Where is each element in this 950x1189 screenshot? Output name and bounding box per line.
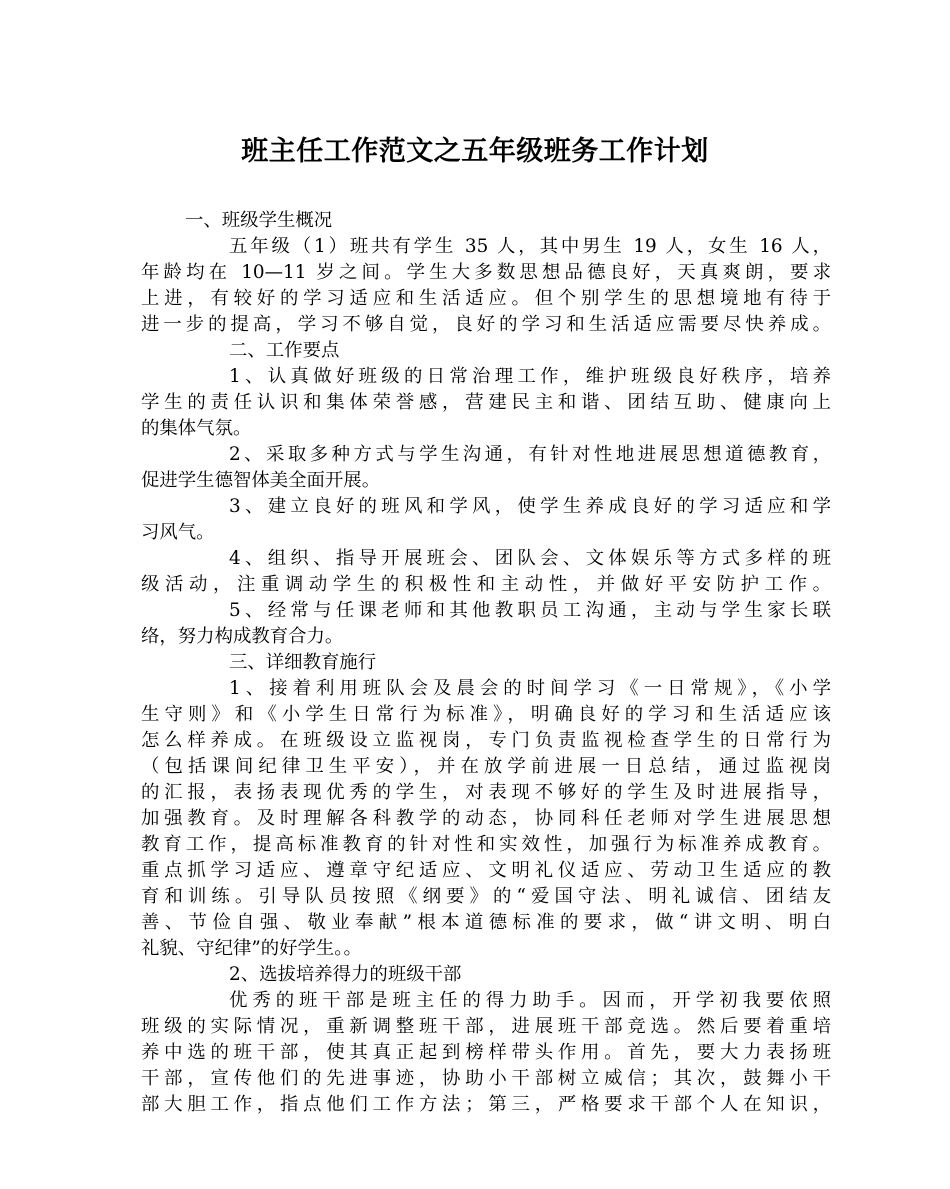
paragraph-line: 1、认真做好班级的日常治理工作，维护班级良好秩序，培养 <box>229 366 831 387</box>
paragraph-line: 5、经常与任课老师和其他教职员工沟通，主动与学生家长联 <box>229 600 831 621</box>
paragraph-line: 育和训练。引导队员按照《纲要》的“爱国守法、明礼诚信、团结友 <box>141 886 831 907</box>
paragraph-line: 2、采取多种方式与学生沟通，有针对性地进展思想道德教育， <box>229 444 831 465</box>
paragraph-line: 加强教育。及时理解各科教学的动态，协同科任老师对学生进展思想 <box>141 808 831 829</box>
paragraph-line: 礼貌、守纪律”的好学生。。 <box>141 938 362 959</box>
paragraph-line: 重点抓学习适应、遵章守纪适应、文明礼仪适应、劳动卫生适应的教 <box>141 860 831 881</box>
paragraph-line: 五年级（1）班共有学生 35 人，其中男生 19 人，女生 16 人， <box>229 236 831 257</box>
paragraph-line: 年龄均在 10—11 岁之间。学生大多数思想品德良好，天真爽朗，要求 <box>141 262 831 283</box>
paragraph-line: 促进学生德智体美全面开展。 <box>141 470 381 491</box>
paragraph-line: 1、接着利用班队会及晨会的时间学习《一日常规》，《小学 <box>229 678 831 699</box>
paragraph-line: 养中选的班干部，使其真正起到榜样带头作用。首先，要大力表扬班 <box>141 1042 831 1063</box>
paragraph-line: 络，努力构成教育合力。 <box>141 626 344 647</box>
section-heading: 一、班级学生概况 <box>185 210 333 231</box>
paragraph-line: 的汇报，表扬表现优秀的学生，对表现不够好的学生及时进展指导， <box>141 782 831 803</box>
paragraph-line: 干部，宣传他们的先进事迹，协助小干部树立威信；其次，鼓舞小干 <box>141 1068 831 1089</box>
paragraph-line: 班级的实际情况，重新调整班干部，进展班干部竞选。然后要着重培 <box>141 1016 831 1037</box>
paragraph-line: 生守则》和《小学生日常行为标准》，明确良好的学习和生活适应该 <box>141 704 831 725</box>
paragraph-line: 教育工作，提高标准教育的针对性和实效性，加强行为标准养成教育。 <box>141 834 831 855</box>
paragraph-line: 上进，有较好的学习适应和生活适应。但个别学生的思想境地有待于 <box>141 288 831 309</box>
section-heading: 二、工作要点 <box>229 340 340 361</box>
paragraph-line: 习风气。 <box>141 522 215 543</box>
section-heading: 三、详细教育施行 <box>229 652 377 673</box>
paragraph-line: 优秀的班干部是班主任的得力助手。因而，开学初我要依照 <box>229 990 831 1011</box>
paragraph-line: 进一步的提高，学习不够自觉，良好的学习和生活适应需要尽快养成。 <box>141 314 831 335</box>
paragraph-line: 3、建立良好的班风和学风，使学生养成良好的学习适应和学 <box>229 496 831 517</box>
paragraph-line: 善、节俭自强、敬业奉献”根本道德标准的要求，做“讲文明、明白 <box>141 912 831 933</box>
paragraph-line: （包括课间纪律卫生平安），并在放学前进展一日总结，通过监视岗 <box>141 756 831 777</box>
subsection-heading: 2、选拔培养得力的班级干部 <box>229 964 462 985</box>
document-body <box>141 208 831 1118</box>
paragraph-line: 级活动，注重调动学生的积极性和主动性，并做好平安防护工作。 <box>141 574 831 595</box>
paragraph-line: 部大胆工作，指点他们工作方法；第三，严格要求干部个人在知识， <box>141 1094 831 1115</box>
paragraph-line: 的集体气氛。 <box>141 418 252 439</box>
paragraph-line: 4、组织、指导开展班会、团队会、文体娱乐等方式多样的班 <box>229 548 831 569</box>
paragraph-line: 学生的责任认识和集体荣誉感，营建民主和谐、团结互助、健康向上 <box>141 392 831 413</box>
document-title: 班主任工作范文之五年级班务工作计划 <box>241 136 709 167</box>
paragraph-line: 怎么样养成。在班级设立监视岗，专门负责监视检查学生的日常行为 <box>141 730 831 751</box>
